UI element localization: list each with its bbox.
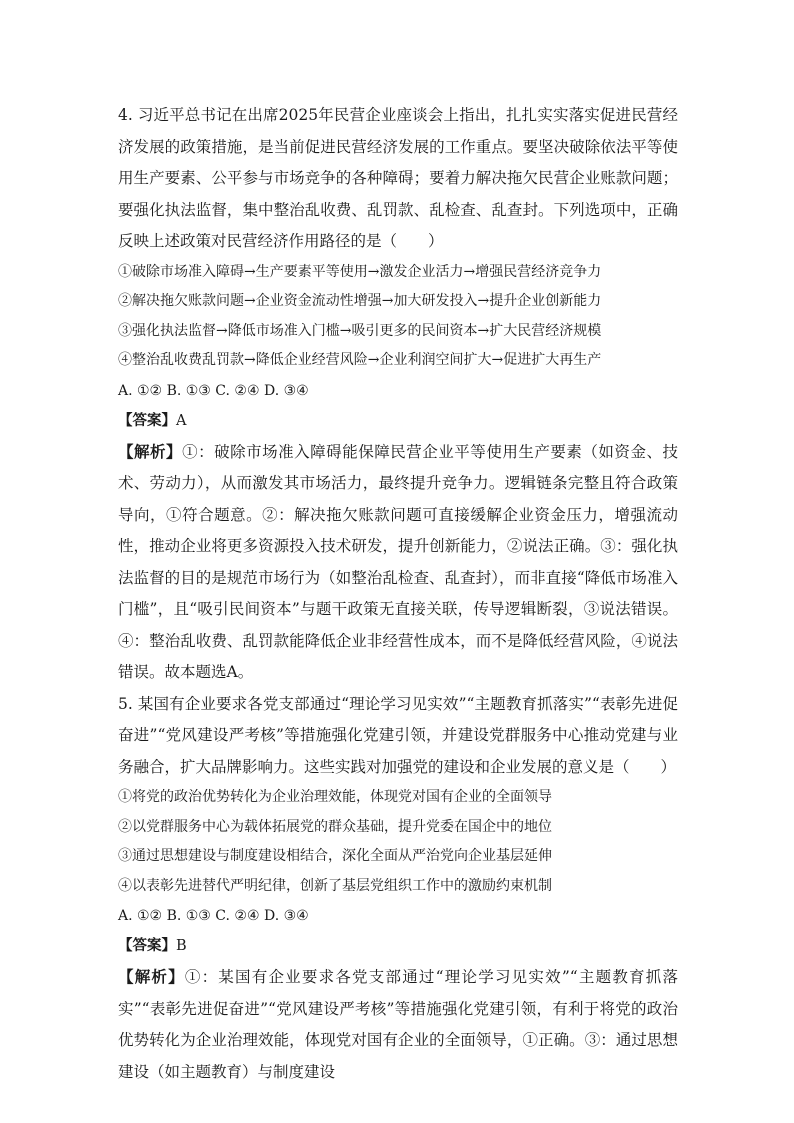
answer-label: 【答案】 xyxy=(118,411,176,429)
question-4-option-3: ③强化执法监督→降低市场准入门槛→吸引更多的民间资本→扩大民营经济规模 xyxy=(118,322,602,339)
question-5-stem: 5. 某国有企业要求各党支部通过“理论学习见实效”“主题教育抓落实”“表彰先进促奋进”“党风建设严考核”等措施强化党建引领，并建设党群服务中心推动党建与业务融合，扩大品牌影响力。这些实践对加强党的建设和企业发展的意义是（ ） xyxy=(118,694,678,776)
answer-value: A xyxy=(176,412,187,429)
question-4-option-2: ②解决拖欠账款问题→企业资金流动性增强→加大研发投入→提升企业创新能力 xyxy=(118,293,602,309)
answer-label: 【答案】 xyxy=(118,937,176,954)
question-5-option-3: ③通过思想建设与制度建设相结合，深化全面从严治党向企业基层延伸 xyxy=(118,848,552,864)
question-4-answer xyxy=(118,406,678,436)
question-5-option-4: ④以表彰先进替代严明纪律，创新了基层党组织工作中的激励约束机制 xyxy=(118,877,552,894)
answer-value: B xyxy=(176,938,187,954)
question-5-choices: A. ①② B. ①③ C. ②④ D. ③④ xyxy=(118,908,309,924)
analysis-label: 【解析】 xyxy=(118,967,185,986)
analysis-text: ①：某国有企业要求各党支部通过“理论学习见实效”“主题教育抓落实”“表彰先进促奋进”“党风建设严考核”等措施强化党建引领，有利于将党的政治优势转化为企业治理效能，体现党对国有企业的全面领导，①正确。③：通过思想建设（如主题教育）与制度建设 xyxy=(118,968,678,1081)
question-4-analysis xyxy=(118,436,678,689)
question-4-choices: A. ①② B. ①③ C. ②④ D. ③④ xyxy=(118,382,309,399)
analysis-text: ①：破除市场准入障碍能保障民营企业平等使用生产要素（如资金、技术、劳动力），从而激发其市场活力，最终提升竞争力。逻辑链条完整且符合政策导向，①符合题意。②：解决拖欠账款问题可直接缓解企业资金压力，增强流动性，推动企业将更多资源投入技术研发，提升创新能力，②说法正确。③：强化执法监督的目的是规范市场行为（如整治乱检查、乱查封），而非直接“降低市场准入门槛”，且“吸引民间资本”与题干政策无直接关联，传导逻辑断裂，③说法错误。④：整治乱收费、乱罚款能降低企业非经营性成本，而不是降低经营风险，④说法错误。故本题选A。 xyxy=(118,442,678,681)
analysis-label: 【解析】 xyxy=(118,441,183,461)
document-page xyxy=(118,100,678,1088)
question-4-stem: 4. 习近平总书记在出席2025年民营企业座谈会上指出，扎扎实实落实促进民营经济发展的政策措施，是当前促进民营经济发展的工作重点。要坚决破除依法平等使用生产要素、公平参与市场竞争的各种障碍；要着力解决拖欠民营企业账款问题；要强化执法监督，集中整治乱收费、乱罚款、乱检查、乱查封。下列选项中，正确反映上述政策对民营经济作用路径的是（ ） xyxy=(118,106,678,250)
question-4-option-4: ④整治乱收费乱罚款→降低企业经营风险→企业利润空间扩大→促进扩大再生产 xyxy=(118,352,602,368)
question-5-option-1: ①将党的政治优势转化为企业治理效能，体现党对国有企业的全面领导 xyxy=(118,789,552,805)
question-5-answer xyxy=(118,931,678,961)
question-4-option-1: ①破除市场准入障碍→生产要素平等使用→激发企业活力→增强民营经济竞争力 xyxy=(118,263,602,280)
question-5-option-2: ②以党群服务中心为载体拓展党的群众基础，提升党委在国企中的地位 xyxy=(118,818,552,835)
question-5-analysis xyxy=(118,961,678,1088)
